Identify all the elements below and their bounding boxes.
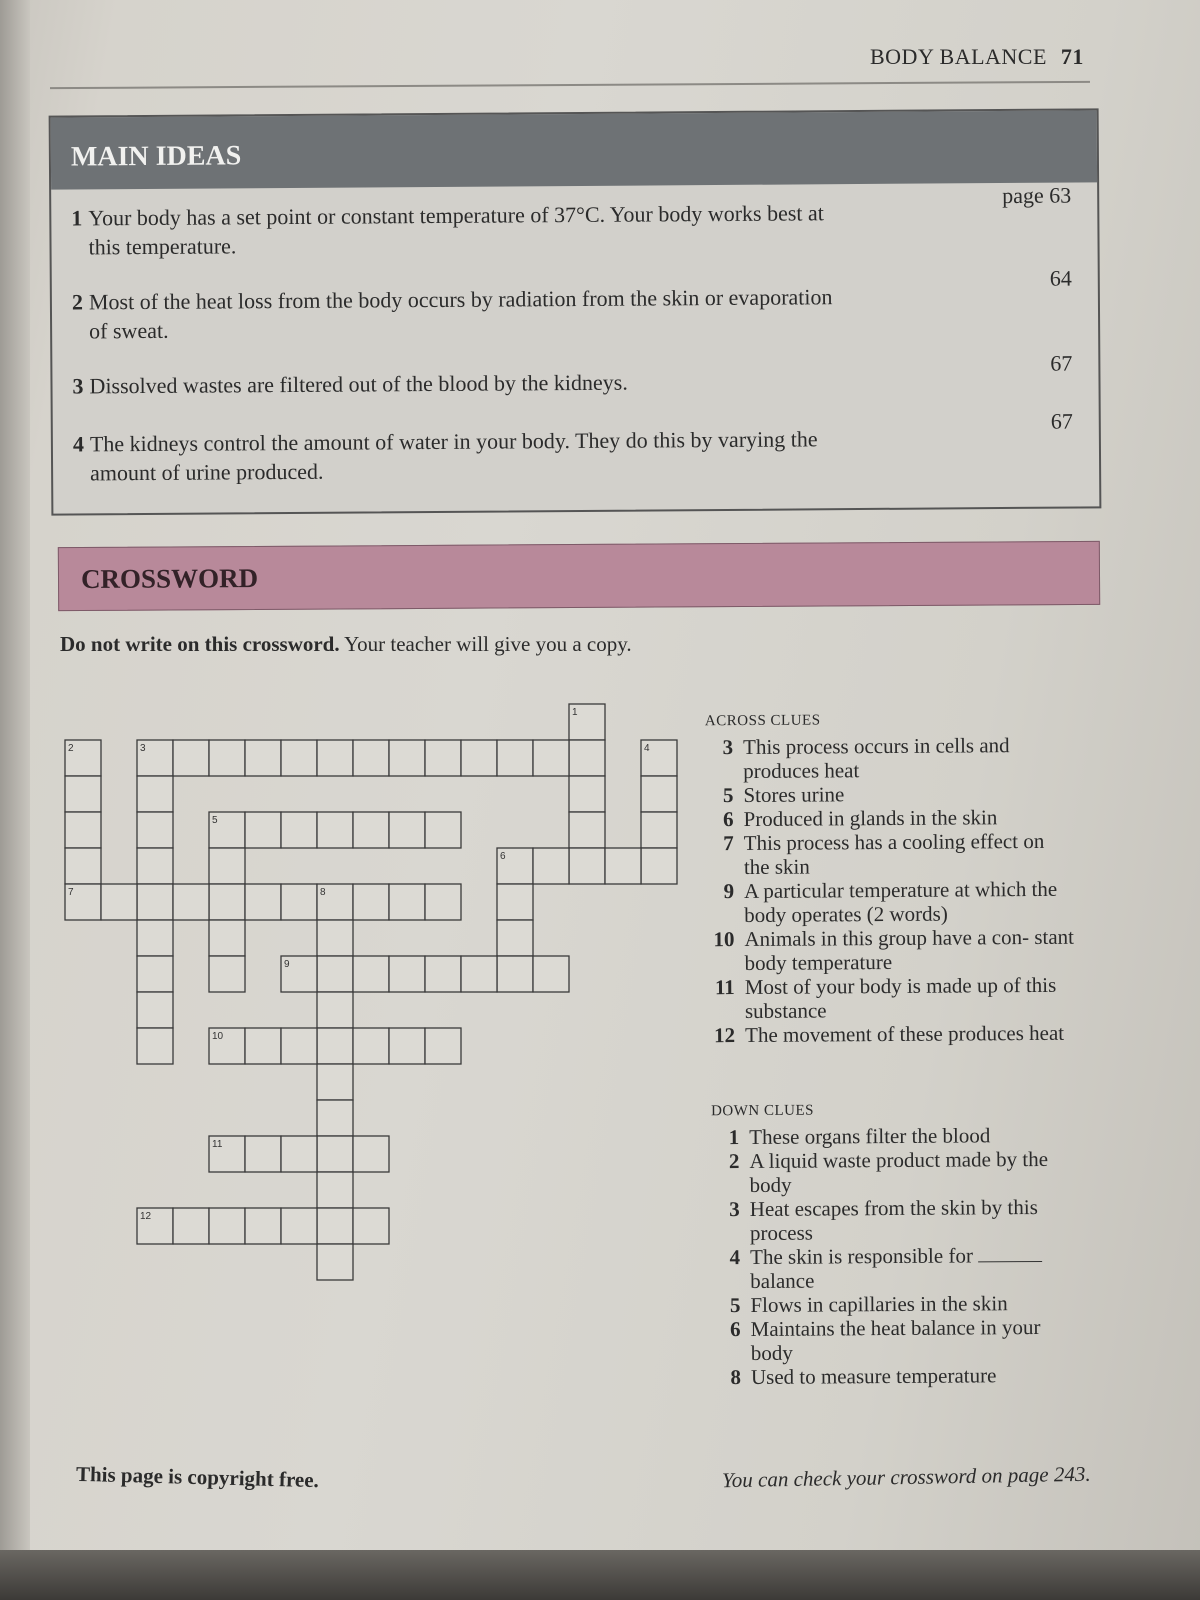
down-heading: DOWN CLUES bbox=[711, 1102, 815, 1120]
crossword-cell bbox=[245, 812, 281, 848]
across-clue bbox=[706, 829, 1074, 880]
clue-text: Produced in glands in the skin bbox=[743, 805, 998, 832]
crossword-cell bbox=[101, 884, 137, 920]
clue-number: 1 bbox=[728, 1125, 740, 1150]
crossword-cell bbox=[209, 920, 245, 956]
clue-text: These organs filter the blood bbox=[749, 1123, 991, 1150]
instruction-rest: Your teacher will give you a copy. bbox=[339, 632, 632, 656]
main-idea-page-ref: page 63 bbox=[1002, 182, 1072, 209]
down-clue bbox=[712, 1243, 1080, 1294]
crossword-cell bbox=[389, 956, 425, 992]
crossword-cell bbox=[65, 812, 101, 848]
crossword-cell bbox=[317, 1064, 353, 1100]
grid-clue-number: 1 bbox=[572, 707, 578, 718]
grid-clue-number: 7 bbox=[68, 887, 74, 898]
crossword-cell bbox=[137, 920, 173, 956]
crossword-cell bbox=[317, 956, 353, 992]
crossword-banner bbox=[58, 541, 1100, 611]
main-ideas-title: MAIN IDEAS bbox=[51, 110, 1097, 189]
clue-text: Maintains the heat balance in your body bbox=[750, 1314, 1041, 1366]
crossword-cell bbox=[569, 848, 605, 884]
main-idea-page-ref: 67 bbox=[1050, 408, 1073, 434]
grid-clue-number: 9 bbox=[284, 959, 290, 970]
crossword-cell bbox=[209, 956, 245, 992]
crossword-cell bbox=[137, 956, 173, 992]
clue-number: 2 bbox=[728, 1149, 740, 1174]
grid-clue-number: 12 bbox=[140, 1211, 152, 1222]
across-clue bbox=[705, 781, 1073, 808]
crossword-cell bbox=[569, 812, 605, 848]
clue-number: 12 bbox=[714, 1023, 736, 1048]
main-idea-number: 2 bbox=[71, 289, 84, 315]
crossword-cell bbox=[281, 740, 317, 776]
crossword-cell bbox=[317, 1244, 353, 1280]
crossword-cell bbox=[389, 884, 425, 920]
crossword-title: CROSSWORD bbox=[80, 562, 259, 595]
answer-blank bbox=[978, 1247, 1042, 1262]
clue-number: 9 bbox=[723, 879, 735, 904]
clue-number: 6 bbox=[723, 807, 734, 832]
page-bottom-shadow bbox=[0, 1550, 1200, 1600]
crossword-cell bbox=[461, 956, 497, 992]
grid-clue-number: 11 bbox=[212, 1139, 223, 1150]
crossword-cell bbox=[317, 1028, 353, 1064]
across-clue bbox=[707, 1021, 1075, 1048]
crossword-cell bbox=[209, 1208, 245, 1244]
grid-clue-number: 3 bbox=[140, 743, 146, 754]
clue-number: 3 bbox=[722, 735, 734, 760]
crossword-cell bbox=[209, 740, 245, 776]
crossword-cell bbox=[497, 740, 533, 776]
crossword-cell bbox=[317, 740, 353, 776]
main-idea-4 bbox=[73, 424, 863, 488]
crossword-cell bbox=[533, 848, 569, 884]
crossword-cell bbox=[317, 992, 353, 1028]
crossword-cell bbox=[137, 812, 173, 848]
main-idea-number: 1 bbox=[71, 205, 83, 231]
main-idea-3 bbox=[72, 366, 862, 401]
crossword-cell bbox=[281, 1208, 317, 1244]
down-clue bbox=[713, 1363, 1081, 1390]
clue-number: 8 bbox=[730, 1365, 742, 1390]
copyright-note: This page is copyright free. bbox=[75, 1461, 320, 1493]
clue-text: Stores urine bbox=[743, 782, 845, 808]
crossword-cell bbox=[173, 740, 209, 776]
crossword-cell bbox=[245, 884, 281, 920]
down-clues bbox=[711, 1097, 1081, 1390]
clue-number: 5 bbox=[729, 1293, 741, 1318]
crossword-cell bbox=[641, 812, 677, 848]
crossword-cell bbox=[317, 1136, 353, 1172]
crossword-cell bbox=[497, 884, 533, 920]
crossword-cell bbox=[389, 1028, 425, 1064]
crossword-cell bbox=[317, 812, 353, 848]
down-clue bbox=[713, 1315, 1081, 1366]
across-heading: ACROSS CLUES bbox=[704, 712, 821, 730]
across-clue bbox=[707, 973, 1075, 1024]
crossword-cell bbox=[245, 1208, 281, 1244]
crossword-cell bbox=[461, 740, 497, 776]
crossword-grid bbox=[55, 700, 695, 1300]
main-idea-1 bbox=[71, 198, 861, 262]
grid-clue-number: 6 bbox=[500, 851, 506, 862]
grid-clue-number: 5 bbox=[212, 815, 218, 826]
clue-text-before-blank: The skin is responsible for bbox=[750, 1243, 973, 1270]
main-idea-page-ref: 64 bbox=[1049, 265, 1072, 291]
main-idea-number: 4 bbox=[72, 431, 84, 457]
crossword-cell bbox=[281, 812, 317, 848]
clue-number: 7 bbox=[723, 831, 734, 856]
crossword-cell bbox=[425, 1028, 461, 1064]
clue-number: 11 bbox=[714, 975, 735, 1000]
grid-clue-number: 2 bbox=[68, 743, 74, 754]
crossword-cell bbox=[173, 1208, 209, 1244]
crossword-cell bbox=[281, 1136, 317, 1172]
across-clue bbox=[705, 733, 1073, 784]
crossword-cell bbox=[245, 1028, 281, 1064]
running-head bbox=[870, 44, 1084, 70]
crossword-cell bbox=[353, 812, 389, 848]
down-clue bbox=[712, 1195, 1080, 1246]
crossword-cell bbox=[425, 812, 461, 848]
crossword-cell bbox=[137, 884, 173, 920]
crossword-cell bbox=[353, 1208, 389, 1244]
main-idea-text: Most of the heat loss from the body occurs by radiation from the skin or evaporation of sweat. bbox=[88, 284, 833, 344]
crossword-cell bbox=[353, 956, 389, 992]
crossword-cell bbox=[137, 776, 173, 812]
crossword-cell bbox=[641, 848, 677, 884]
clue-text: Most of your body is made up of this substance bbox=[744, 972, 1057, 1024]
grid-clue-number: 10 bbox=[212, 1031, 224, 1042]
clue-text-after-blank: balance bbox=[750, 1268, 815, 1294]
main-idea-2 bbox=[72, 282, 862, 346]
clue-text bbox=[750, 1243, 1080, 1293]
clue-number: 3 bbox=[729, 1197, 740, 1222]
clue-text: A particular temperature at which the body operates (2 words) bbox=[744, 876, 1058, 928]
crossword-cell bbox=[245, 1136, 281, 1172]
clue-number: 5 bbox=[722, 783, 734, 808]
crossword-cell bbox=[353, 1136, 389, 1172]
clue-text: The movement of these produces heat bbox=[745, 1020, 1065, 1048]
across-clues bbox=[705, 707, 1075, 1048]
crossword-cell bbox=[641, 776, 677, 812]
crossword-cell bbox=[569, 740, 605, 776]
crossword-cell bbox=[137, 1028, 173, 1064]
clue-text: This process occurs in cells and produces heat bbox=[743, 733, 1010, 784]
header-rule bbox=[50, 81, 1090, 89]
crossword-cell bbox=[389, 812, 425, 848]
grid-clue-number: 4 bbox=[644, 743, 650, 754]
crossword-cell bbox=[425, 956, 461, 992]
clue-text: Used to measure temperature bbox=[750, 1363, 997, 1390]
crossword-cell bbox=[209, 848, 245, 884]
across-clue bbox=[706, 805, 1074, 832]
crossword-cell bbox=[389, 740, 425, 776]
page-gutter bbox=[0, 0, 30, 1600]
across-clue bbox=[706, 877, 1074, 928]
across-clue bbox=[706, 925, 1074, 976]
crossword-cell bbox=[317, 1208, 353, 1244]
crossword-cell bbox=[353, 1028, 389, 1064]
crossword-cell bbox=[281, 1028, 317, 1064]
crossword-cell bbox=[569, 776, 605, 812]
crossword-cell bbox=[137, 848, 173, 884]
crossword-cell bbox=[137, 992, 173, 1028]
crossword-cell bbox=[317, 1100, 353, 1136]
clue-number: 6 bbox=[730, 1317, 741, 1342]
answer-reference: You can check your crossword on page 243. bbox=[721, 1461, 1091, 1493]
clue-text: A liquid waste product made by the body bbox=[749, 1146, 1049, 1198]
crossword-cell bbox=[533, 740, 569, 776]
main-idea-number: 3 bbox=[72, 373, 84, 399]
clue-number: 4 bbox=[729, 1245, 741, 1270]
main-idea-text: The kidneys control the amount of water in your body. They do this by varying the amount of urine produced. bbox=[89, 426, 818, 486]
crossword-cell bbox=[353, 740, 389, 776]
crossword-cell bbox=[425, 740, 461, 776]
clue-text: Flows in capillaries in the skin bbox=[750, 1291, 1008, 1318]
instruction-bold: Do not write on this crossword. bbox=[60, 632, 340, 656]
clue-text: Animals in this group have a con- stant body temperature bbox=[744, 924, 1075, 976]
crossword-cell bbox=[317, 1172, 353, 1208]
main-ideas-box bbox=[49, 108, 1102, 515]
grid-clue-number: 8 bbox=[320, 887, 326, 898]
main-idea-text: Dissolved wastes are filtered out of the blood by the kidneys. bbox=[89, 369, 628, 399]
down-clue bbox=[711, 1147, 1079, 1198]
running-title: BODY BALANCE bbox=[870, 44, 1047, 69]
crossword-cell bbox=[533, 956, 569, 992]
main-idea-page-ref: 67 bbox=[1050, 350, 1073, 376]
crossword-cell bbox=[497, 956, 533, 992]
crossword-cell bbox=[497, 920, 533, 956]
crossword-instruction bbox=[60, 632, 632, 657]
down-clue bbox=[711, 1123, 1079, 1150]
crossword-cell bbox=[281, 884, 317, 920]
crossword-cell bbox=[245, 740, 281, 776]
clue-number: 10 bbox=[713, 927, 735, 952]
down-clue bbox=[712, 1291, 1080, 1318]
main-idea-text: Your body has a set point or constant temperature of 37°C. Your body works best at this temperature. bbox=[88, 200, 824, 260]
clue-text: This process has a cooling effect on the skin bbox=[743, 828, 1045, 880]
crossword-cell bbox=[173, 884, 209, 920]
crossword-cell bbox=[425, 884, 461, 920]
crossword-cell bbox=[317, 920, 353, 956]
crossword-cell bbox=[605, 848, 641, 884]
crossword-cell bbox=[209, 884, 245, 920]
crossword-cell bbox=[65, 848, 101, 884]
page-number: 71 bbox=[1060, 44, 1084, 69]
crossword-cell bbox=[65, 776, 101, 812]
crossword-cell bbox=[353, 884, 389, 920]
clue-text: Heat escapes from the skin by this process bbox=[749, 1195, 1038, 1246]
